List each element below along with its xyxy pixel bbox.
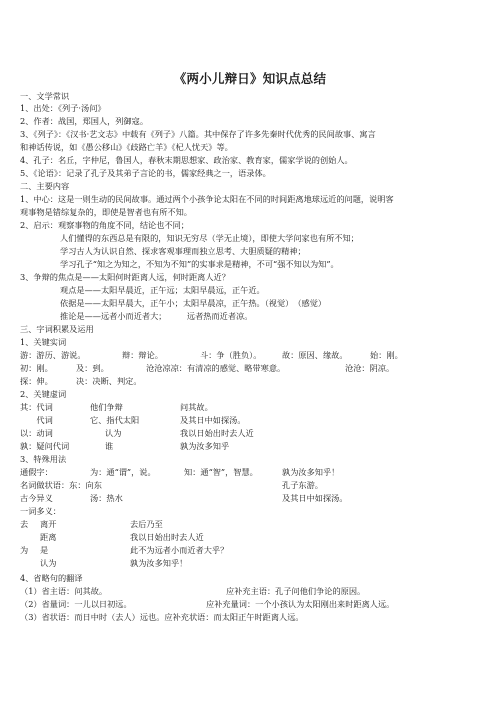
section-heading-content: 二、主要内容 [20, 181, 70, 191]
literature-item: 5、《论语》：记录了孔子及其弟子言论的书，儒家经典之一，语录体。 [20, 168, 271, 178]
notional-word: 探：伸。 [20, 376, 53, 386]
polysemy-meaning: 距离 [40, 532, 57, 542]
tongjia-item: 为：通“谓”，说。 [90, 467, 156, 477]
function-word-example: 及其日中如探汤。 [180, 415, 246, 425]
tongjia-example: 孰为汝多知乎！ [282, 467, 340, 477]
function-word-type: 以：动词 [20, 428, 53, 438]
function-word-type: 孰：疑问代词 [20, 441, 70, 451]
function-word-example: 孰为汝多知乎 [180, 441, 230, 451]
literature-item: 3、《列子》：《汉书·艺文志》中载有《列子》八篇。其中保存了许多先秦时代优秀的民间故事、寓言 [20, 129, 376, 139]
content-item: 观事物是错综复杂的，即使是智者也有所不知。 [20, 207, 192, 217]
function-word-meaning: 谁 [105, 441, 114, 451]
tongjia-item: 知：通“智”，智慧。 [184, 467, 258, 477]
ellipsis-translation: 应补充量词：一个小孩认为太阳刚出来时距离人远。 [206, 599, 395, 609]
section-heading-literature: 一、文学常识 [20, 91, 70, 101]
polysemy-heading: 一词多义： [20, 506, 61, 516]
content-item: 推论是——远者小而近者大； 远者热而近者凉。 [60, 311, 253, 321]
ellipsis-translation: 应补充主语：孔子问他们争论的原因。 [226, 586, 366, 596]
function-word-meaning: 认为 [105, 428, 122, 438]
notional-word: 初：刚。 [20, 363, 53, 373]
function-word-example: 问其故。 [180, 402, 213, 412]
tongjia-label: 通假字： [20, 467, 53, 477]
polysemy-meaning: 是 [40, 545, 49, 555]
notional-word: 辩：辩论。 [122, 350, 163, 360]
content-item: 2、启示：观察事物的角度不同，结论也不同； [20, 220, 189, 230]
content-item: 学习孔子“知之为知之，不知为不知”的实事求是精神，不可“强不知以为知”。 [60, 259, 339, 269]
notional-word: 决：决断、判定。 [76, 376, 142, 386]
function-word-meaning: 它、指代太阳 [90, 415, 140, 425]
function-word-meaning: 他们争辩 [90, 402, 123, 412]
ellipsis-sentence: （3）省状语：而日中时（去人）远也。应补充状语：而太阳正午时距离人远。 [20, 612, 304, 622]
noun-adverbial-example: 孔子东游。 [282, 480, 323, 490]
polysemy-example: 我以日始出时去人近 [130, 532, 204, 542]
content-item: 学习古人为认识自然、探求客观事理而独立思考、大胆质疑的精神； [60, 246, 306, 256]
function-word-type: 代词 [20, 415, 53, 425]
function-word-type: 其：代词 [20, 402, 53, 412]
notional-word: 沧沧：阴凉。 [345, 363, 395, 373]
content-item: 依据是——太阳早晨大，正午小；太阳早晨凉，正午热。（视觉） （感觉） [60, 298, 327, 308]
ellipsis-sentence: （1）省主语：问其故。 [20, 586, 108, 596]
polysemy-word: 去 [20, 519, 29, 529]
literature-item: 和神话传说，如《愚公移山》《歧路亡羊》《杞人忧天》等。 [20, 142, 233, 152]
section-heading-vocab: 三、字词积累及运用 [20, 324, 94, 334]
content-item: 3、争辩的焦点是——太阳何时距离人远，何时距离人近？ [20, 272, 230, 282]
polysemy-meaning: 离开 [40, 519, 57, 529]
noun-adverbial: 名词做状语：东：向东 [20, 480, 102, 490]
ancient-modern-item: 汤：热水 [90, 493, 123, 503]
polysemy-example: 此不为远者小而近者大乎？ [130, 545, 229, 555]
ancient-modern-example: 及其日中如探汤。 [282, 493, 348, 503]
literature-item: 2、作者：战国，郑国人，列御寇。 [20, 116, 149, 126]
subheading-notional-words: 1、关键实词 [20, 337, 67, 347]
content-item: 人们懂得的东西总是有限的，知识无穷尽（学无止境），即使大学问家也有所不知； [60, 233, 359, 243]
literature-item: 4、孔子：名丘，字仲尼，鲁国人，春秋末期思想家、政治家、教育家，儒家学说的创始人。 [20, 155, 353, 165]
subheading-ellipsis: 4、省略句的翻译 [20, 573, 83, 583]
notional-word: 故：原因、缘故。 [282, 350, 348, 360]
notional-word: 始：刚。 [370, 350, 403, 360]
polysemy-example: 孰为汝多知乎！ [130, 558, 188, 568]
function-word-example: 我以日始出时去人近 [180, 428, 254, 438]
content-item: 观点是——太阳早晨近，正午远；太阳早晨远，正午近。 [60, 285, 265, 295]
polysemy-word: 为 [20, 545, 29, 555]
subheading-function-words: 2、关键虚词 [20, 389, 67, 399]
ancient-modern-label: 古今异义 [20, 493, 53, 503]
page-title: 《两小儿辩日》知识点总结 [173, 71, 327, 86]
subheading-special-usage: 3、特殊用法 [20, 454, 67, 464]
polysemy-meaning: 认为 [40, 558, 57, 568]
notional-word: 沧沧凉凉：有清凉的感觉、略带寒意。 [146, 363, 286, 373]
notional-word: 斗：争（胜负）。 [200, 350, 262, 360]
literature-item: 1、出处：《列子·汤问》 [20, 103, 106, 113]
polysemy-example: 去后乃至 [130, 519, 163, 529]
notional-word: 游：游历、游说。 [20, 350, 86, 360]
ellipsis-sentence: （2）省量词：一儿以日初远。 [20, 599, 132, 609]
notional-word: 及：到。 [76, 363, 109, 373]
content-item: 1、中心：这是一则生动的民间故事。通过两个小孩争论太阳在不同的时间距离地球远近的问题，说明客 [20, 194, 394, 204]
